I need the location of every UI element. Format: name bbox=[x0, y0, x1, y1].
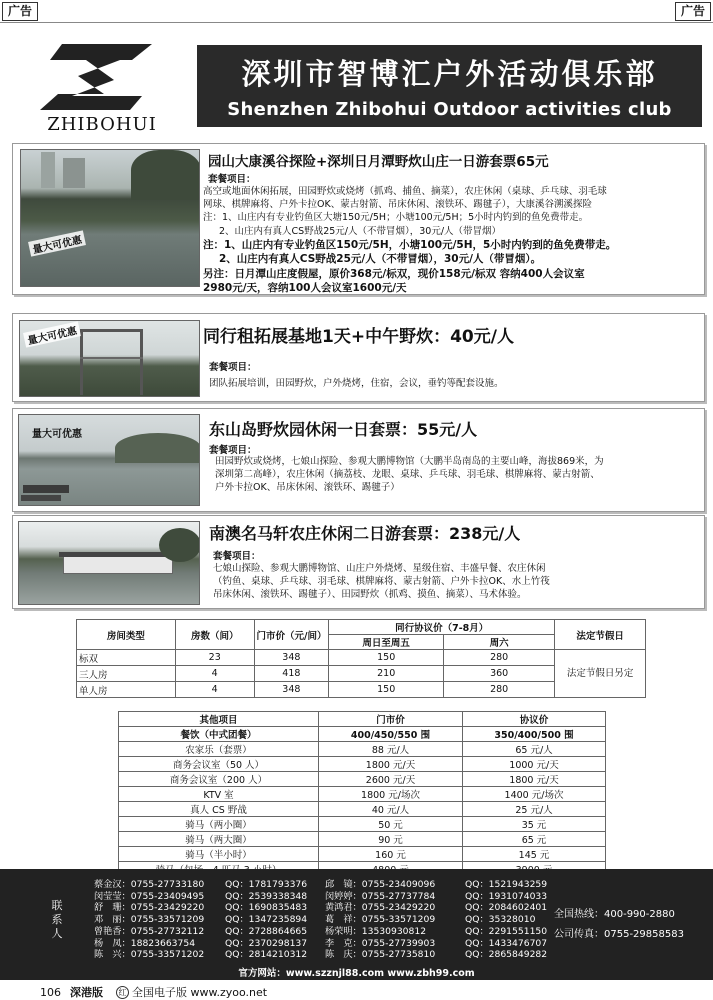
package-line: 网球、棋牌麻将、户外卡拉OK、蒙古射箭、吊床休闲、滚铁环、踢毽子），大康溪谷溯溪探险 bbox=[203, 199, 592, 211]
table-cell: 2600 元/天 bbox=[319, 772, 463, 787]
contact-phone: 黄鸿君：0755-23429220 bbox=[325, 902, 436, 914]
table-row bbox=[77, 650, 646, 666]
package-line: 团队拓展培训，田园野炊，户外烧烤，住宿，会议，垂钓等配套设施。 bbox=[209, 378, 504, 389]
package-photo-2 bbox=[19, 320, 200, 397]
contact-qq: QQ：1433476707 bbox=[465, 937, 548, 949]
contact-phone: 邓 丽：0755-33571209 bbox=[94, 914, 205, 926]
table-row bbox=[119, 757, 606, 772]
page-number: 106 bbox=[40, 986, 61, 999]
room-col-type: 房间类型 bbox=[77, 620, 176, 650]
contact-qq: QQ：2084602401 bbox=[465, 902, 548, 914]
contacts-panel bbox=[0, 869, 713, 980]
room-col-agreement: 同行协议价（7-8月） bbox=[329, 620, 555, 635]
table-row bbox=[119, 742, 606, 757]
contact-row bbox=[94, 879, 547, 891]
contacts-label: 联系人 bbox=[51, 899, 63, 940]
table-cell: 骑马（两小圈） bbox=[119, 817, 319, 832]
package-line: （钓鱼、桌球、乒乓球、羽毛球、棋牌麻将、蒙古射箭、户外卡拉OK、水上竹筏 bbox=[213, 576, 550, 588]
table-cell: 35 元 bbox=[463, 817, 606, 832]
table-cell: 65 元 bbox=[463, 832, 606, 847]
room-col-rack: 门市价（元/间） bbox=[254, 620, 329, 650]
package-photo-1 bbox=[20, 149, 200, 287]
table-cell: 280 bbox=[444, 682, 555, 698]
package-line: 注：1、山庄内有专业钓鱼区大塘150元/5H；小塘100元/5H；5小时内钓到的鱼免费带走。 bbox=[203, 212, 589, 224]
contact-row bbox=[94, 926, 547, 938]
table-cell: 25 元/人 bbox=[463, 802, 606, 817]
package-card-4 bbox=[12, 515, 705, 609]
contact-row bbox=[94, 891, 547, 903]
table-cell: 40 元/人 bbox=[319, 802, 463, 817]
table-cell: 88 元/人 bbox=[319, 742, 463, 757]
package-badge-2: 量大可优惠 bbox=[23, 321, 81, 347]
package-note: 2、山庄内有真人CS野战25元/人（不带冒烟），30元/人（带冒烟）。 bbox=[219, 253, 542, 266]
table-cell: 360 bbox=[444, 666, 555, 682]
package-text-3 bbox=[215, 455, 604, 495]
room-col-count: 房数（间） bbox=[175, 620, 254, 650]
package-text-1 bbox=[203, 185, 616, 296]
other-col-rack: 门市价 bbox=[319, 712, 463, 727]
package-subtitle-3: 套餐项目： bbox=[209, 445, 257, 456]
package-card-3 bbox=[12, 408, 705, 512]
package-line: 田园野炊或烧烤，七娘山探险、参观大鹏博物馆（大鹏半岛南岛的主要山峰，海拔869米，为 bbox=[215, 456, 604, 467]
package-title-4: 南澳名马轩农庄休闲二日游套票：238元/人 bbox=[209, 524, 521, 543]
contact-phone: 陈 庆：0755-27735810 bbox=[325, 949, 436, 961]
package-line: 户外卡拉OK、吊床休闲、滚铁环、踢毽子） bbox=[215, 482, 400, 494]
table-cell: 150 bbox=[329, 650, 444, 666]
table-cell: 65 元/人 bbox=[463, 742, 606, 757]
contact-phone: 曾艳香：0755-27732112 bbox=[94, 925, 205, 937]
package-photo-3 bbox=[18, 414, 200, 506]
contacts-list bbox=[94, 879, 547, 961]
ad-tag-right: 广告 bbox=[675, 2, 711, 21]
package-card-2 bbox=[12, 313, 705, 402]
edition-label: 深港版 bbox=[70, 986, 103, 999]
package-badge-1: 量大可优惠 bbox=[28, 230, 86, 256]
package-title-2: 同行租拓展基地1天+中午野炊：40元/人 bbox=[203, 327, 514, 347]
table-cell: 商务会议室（50 人） bbox=[119, 757, 319, 772]
contact-qq: QQ：1347235894 bbox=[225, 914, 308, 926]
package-text-4 bbox=[213, 562, 550, 602]
table-cell: 1800 元/场次 bbox=[319, 787, 463, 802]
table-cell: 90 元 bbox=[319, 832, 463, 847]
contact-phone: 舒 珊：0755-23429220 bbox=[94, 902, 205, 914]
other-col-agreement: 协议价 bbox=[463, 712, 606, 727]
table-row bbox=[119, 727, 606, 742]
contact-phone: 邱 镜：0755-23409096 bbox=[325, 879, 436, 890]
package-note: 注：1、山庄内有专业钓鱼区150元/5H，小塘100元/5H，5小时内钓到的鱼免费带走。 bbox=[203, 238, 617, 251]
contact-phone: 杨 凤：18823663754 bbox=[94, 937, 196, 949]
table-cell: 210 bbox=[329, 666, 444, 682]
table-cell: 1000 元/天 bbox=[463, 757, 606, 772]
contact-qq: QQ：2539338348 bbox=[225, 890, 308, 902]
other-col-item: 其他项目 bbox=[119, 712, 319, 727]
package-line: 吊床休闲、滚铁环、踢毽子）、田园野炊（抓鸡、摸鱼、摘菜）、马术体验。 bbox=[213, 589, 527, 601]
table-cell: 1400 元/场次 bbox=[463, 787, 606, 802]
contact-row bbox=[94, 949, 547, 961]
package-line: 深圳第二高峰），农庄休闲（摘荔枝、龙眼、桌球、乒乓球、羽毛球、棋牌麻将、蒙古射箭、 bbox=[215, 469, 600, 481]
table-cell: 标双 bbox=[77, 650, 176, 666]
table-cell: 单人房 bbox=[77, 682, 176, 698]
fax: 公司传真：0755-29858583 bbox=[554, 929, 684, 940]
table-cell: 骑马（两大圈） bbox=[119, 832, 319, 847]
table-row bbox=[119, 817, 606, 832]
contact-qq: QQ：1931074033 bbox=[465, 890, 548, 902]
red-mark-icon: 红 bbox=[116, 986, 129, 999]
package-line: 七娘山探险、参观大鹏博物馆、山庄户外烧烤、星级住宿、丰盛早餐、农庄休闲 bbox=[213, 563, 546, 574]
table-cell: 1800 元/天 bbox=[319, 757, 463, 772]
table-cell: 餐饮（中式团餐） bbox=[119, 727, 319, 742]
table-cell: 骑马（半小时） bbox=[119, 847, 319, 862]
package-line: 2、山庄内有真人CS野战25元/人（不带冒烟），30元/人（带冒烟） bbox=[219, 225, 502, 237]
contact-phone: 闵莹莹：0755-23409495 bbox=[94, 890, 205, 902]
table-cell: 23 bbox=[175, 650, 254, 666]
contact-phone: 杨荣明：13530930812 bbox=[325, 925, 427, 937]
table-cell: 50 元 bbox=[319, 817, 463, 832]
logo-text: ZHIBOHUI bbox=[47, 114, 157, 135]
table-cell: 145 元 bbox=[463, 847, 606, 862]
table-cell: 418 bbox=[254, 666, 329, 682]
contact-phone: 陈 兴：0755-33571202 bbox=[94, 949, 205, 961]
package-card-1 bbox=[12, 143, 705, 295]
contact-row bbox=[94, 938, 547, 950]
package-subtitle-2: 套餐项目： bbox=[209, 362, 257, 373]
table-cell: 农家乐（套票） bbox=[119, 742, 319, 757]
club-title-cn: 深圳市智博汇户外活动俱乐部 bbox=[241, 57, 658, 91]
package-title-3: 东山岛野炊园休闲一日套票：55元/人 bbox=[209, 420, 478, 439]
contact-qq: QQ：2291551150 bbox=[465, 925, 548, 937]
package-badge-3: 量大可优惠 bbox=[32, 429, 82, 440]
table-cell: 350/400/500 围 bbox=[463, 727, 606, 742]
table-row bbox=[119, 802, 606, 817]
package-note: 另注：日月潭山庄度假屋，原价368元/标双，现价158元/标双 容纳400人会议室 bbox=[203, 267, 585, 280]
room-sub-weekday: 周日至周五 bbox=[329, 635, 444, 650]
table-cell: 348 bbox=[254, 682, 329, 698]
title-banner bbox=[197, 45, 702, 127]
table-cell: 真人 CS 野战 bbox=[119, 802, 319, 817]
contact-qq: QQ：1521943259 bbox=[465, 879, 548, 890]
room-price-table bbox=[76, 619, 646, 698]
contact-phone: 葛 祥：0755-33571209 bbox=[325, 914, 436, 926]
table-cell: 150 bbox=[329, 682, 444, 698]
contact-qq: QQ：1781793376 bbox=[225, 879, 308, 890]
contact-qq: QQ：2865849282 bbox=[465, 949, 548, 961]
contact-qq: QQ：2728864665 bbox=[225, 925, 308, 937]
table-cell: KTV 室 bbox=[119, 787, 319, 802]
contact-phone: 蔡金汉：0755-27733180 bbox=[94, 879, 205, 890]
table-cell: 三人房 bbox=[77, 666, 176, 682]
page-footer bbox=[0, 985, 713, 1000]
site-label: 全国电子版 www.zyoo.net bbox=[132, 986, 268, 999]
club-title-en: Shenzhen Zhibohui Outdoor activities club bbox=[227, 99, 672, 120]
ad-tag-left: 广告 bbox=[2, 2, 38, 21]
contact-row bbox=[94, 902, 547, 914]
package-title-1: 园山大康溪谷探险+深圳日月潭野炊山庄一日游套票65元 bbox=[208, 154, 549, 170]
table-row bbox=[119, 832, 606, 847]
package-subtitle-4: 套餐项目： bbox=[213, 551, 261, 562]
table-cell: 4 bbox=[175, 666, 254, 682]
table-row bbox=[119, 772, 606, 787]
hotline-block bbox=[554, 905, 684, 945]
table-cell: 280 bbox=[444, 650, 555, 666]
contact-row bbox=[94, 914, 547, 926]
official-website: 官方网站：www.szznjl88.com www.zbh99.com bbox=[238, 968, 475, 979]
header-divider bbox=[0, 22, 713, 23]
table-cell: 400/450/550 围 bbox=[319, 727, 463, 742]
contact-phone: 李 克：0755-27739903 bbox=[325, 937, 436, 949]
table-row bbox=[119, 847, 606, 862]
holiday-note: 法定节假日另定 bbox=[555, 650, 646, 698]
package-text-2 bbox=[209, 377, 504, 390]
club-logo bbox=[14, 38, 190, 142]
logo-mark-icon bbox=[34, 38, 170, 118]
package-subtitle-1: 套餐项目： bbox=[208, 174, 256, 185]
contact-qq: QQ：1690835483 bbox=[225, 902, 308, 914]
contact-qq: QQ：2814210312 bbox=[225, 949, 308, 961]
contact-qq: QQ：2370298137 bbox=[225, 937, 308, 949]
package-note: 2980元/天，容纳100人会议室1600元/天 bbox=[203, 282, 407, 295]
contact-phone: 闵婷婷：0755-27737784 bbox=[325, 890, 436, 902]
room-sub-saturday: 周六 bbox=[444, 635, 555, 650]
hotline: 全国热线：400-990-2880 bbox=[554, 909, 675, 920]
table-cell: 商务会议室（200 人） bbox=[119, 772, 319, 787]
other-items-table bbox=[118, 711, 606, 877]
package-photo-4 bbox=[18, 521, 200, 605]
table-cell: 160 元 bbox=[319, 847, 463, 862]
contact-qq: QQ：35328010 bbox=[465, 914, 536, 926]
package-line: 高空或地面休闲拓展，田园野炊或烧烤（抓鸡、捕鱼、摘菜），农庄休闲（桌球、乒乓球、羽毛球 bbox=[203, 186, 607, 197]
table-cell: 348 bbox=[254, 650, 329, 666]
table-row bbox=[119, 787, 606, 802]
table-cell: 4 bbox=[175, 682, 254, 698]
room-col-holiday: 法定节假日 bbox=[555, 620, 646, 650]
table-cell: 1800 元/天 bbox=[463, 772, 606, 787]
